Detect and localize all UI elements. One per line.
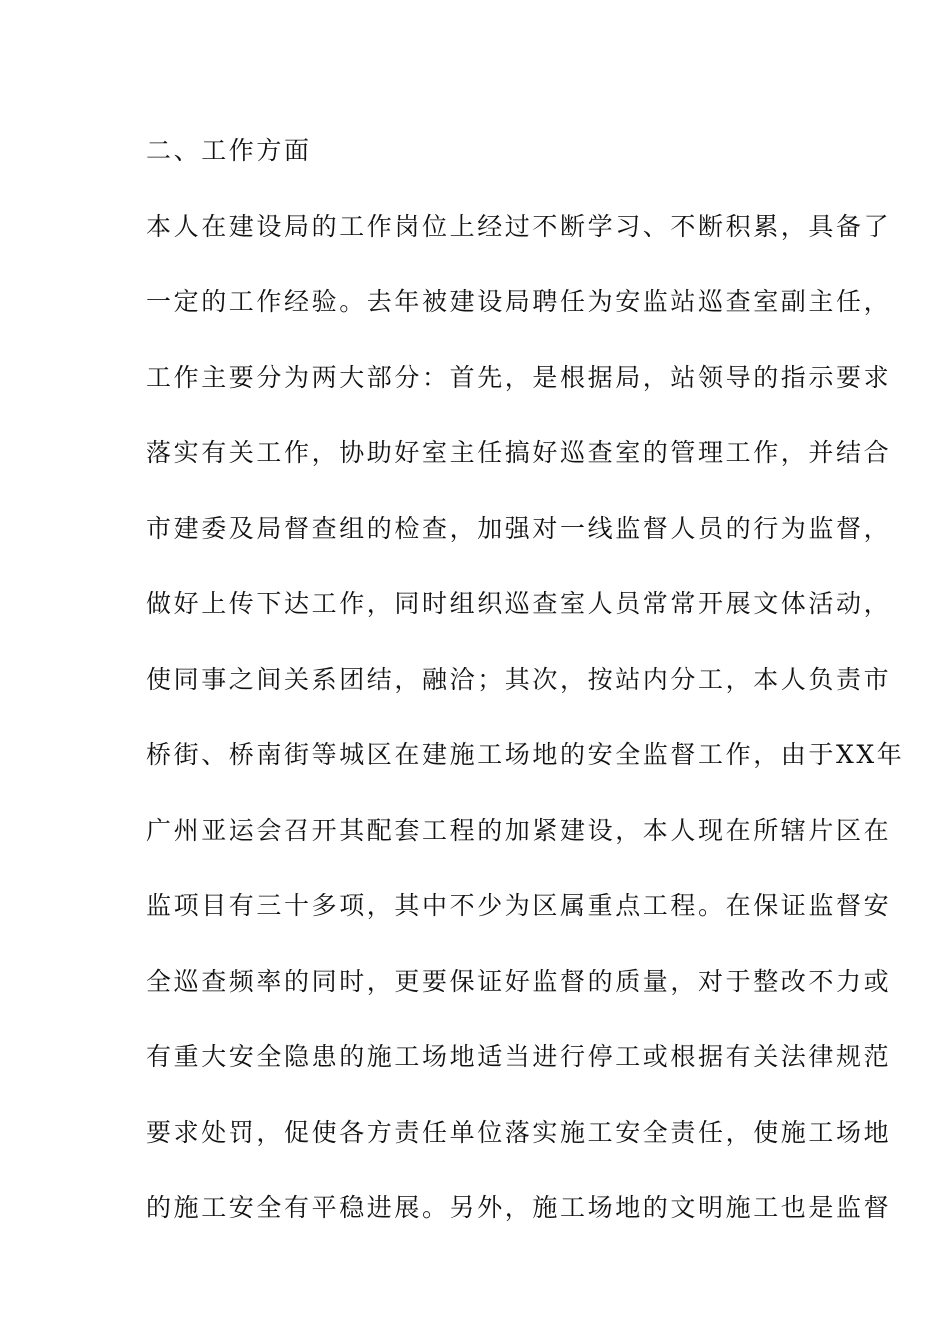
paragraph-line: 本人在建设局的工作岗位上经过不断学习、不断积累，具备了 xyxy=(146,211,892,241)
paragraph-line: 工作主要分为两大部分：首先，是根据局，站领导的指示要求 xyxy=(146,362,892,392)
paragraph-line: 做好上传下达工作，同时组织巡查室人员常常开展文体活动， xyxy=(146,589,892,618)
paragraph-line: 使同事之间关系团结，融洽；其次，按站内分工，本人负责市 xyxy=(146,664,892,694)
paragraph-line: 广州亚运会召开其配套工程的加紧建设，本人现在所辖片区在 xyxy=(146,815,892,845)
section-heading: 二、工作方面 xyxy=(146,136,312,165)
paragraph-line: 监项目有三十多项，其中不少为区属重点工程。在保证监督安 xyxy=(146,891,892,920)
document-body xyxy=(146,131,905,1264)
paragraph-line: 市建委及局督查组的检查，加强对一线监督人员的行为监督， xyxy=(146,513,892,543)
paragraph-line: 的施工安全有平稳进展。另外，施工场地的文明施工也是监督 xyxy=(146,1193,892,1222)
paragraph-line: 有重大安全隐患的施工场地适当进行停工或根据有关法律规范 xyxy=(146,1042,892,1071)
paragraph-line: 一定的工作经验。去年被建设局聘任为安监站巡查室副主任， xyxy=(146,287,892,316)
paragraph-line: 要求处罚，促使各方责任单位落实施工安全责任，使施工场地 xyxy=(146,1117,892,1147)
paragraph-line: 全巡查频率的同时，更要保证好监督的质量，对于整改不力或 xyxy=(146,966,892,996)
paragraph-line: 落实有关工作，协助好室主任搞好巡查室的管理工作，并结合 xyxy=(146,438,892,467)
paragraph-line: 桥街、桥南街等城区在建施工场地的安全监督工作，由于XX年 xyxy=(146,740,905,769)
